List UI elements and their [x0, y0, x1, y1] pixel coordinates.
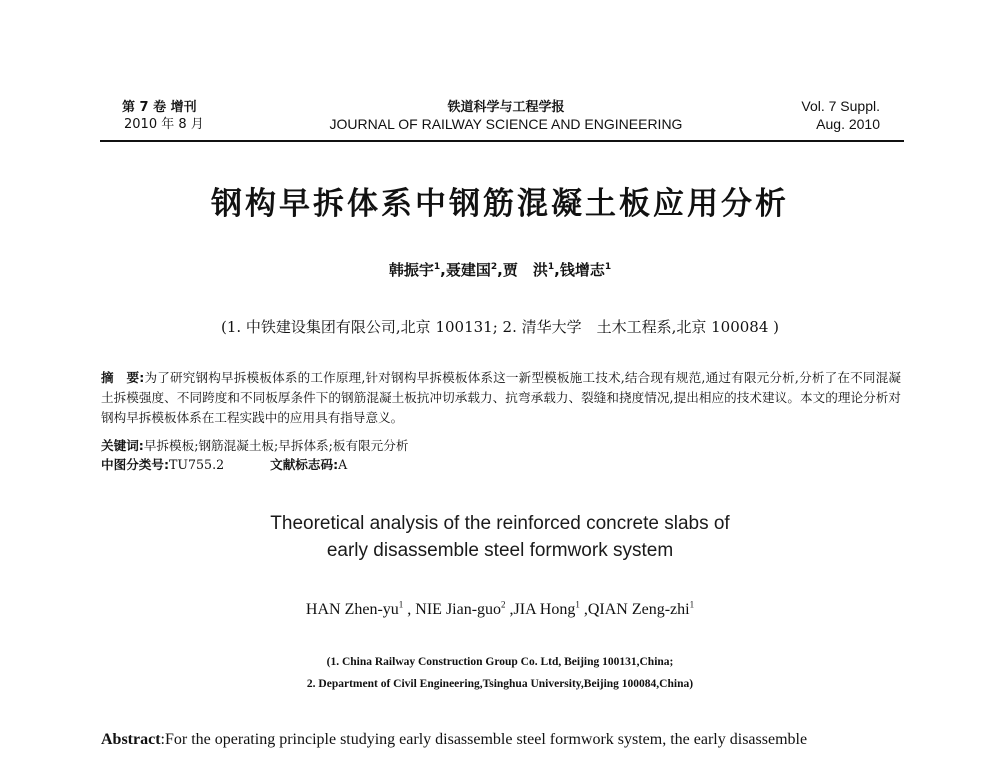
title-en-line: Theoretical analysis of the reinforced concrete slabs of [270, 513, 730, 534]
classification-cn [101, 456, 901, 474]
keywords-cn-text: 早拆模板;钢筋混凝土板;早拆体系;板有限元分析 [143, 438, 409, 453]
author-en-separator: , [403, 601, 416, 618]
title-en-line: early disassemble steel formwork system [326, 540, 674, 561]
author-cn-affiliation: 2 [490, 262, 498, 272]
abstract-en-label: Abstract [101, 731, 161, 748]
keywords-cn-label: 关键词: [101, 438, 144, 453]
abstract-cn-label: 摘 要: [101, 370, 145, 385]
author-cn-name: 贾 洪 [502, 261, 548, 279]
classification-value: TU755.2 [169, 457, 225, 472]
author-en-name: HAN Zhen-yu [305, 601, 399, 618]
authors-cn [100, 260, 900, 280]
authors-en [100, 600, 900, 620]
author-en-affiliation: 1 [398, 599, 404, 610]
header-rule [100, 140, 904, 142]
header-center [300, 99, 712, 133]
affiliation-en-line: 2. Department of Civil Engineering,Tsinghua University,Beijing 100084,China) [306, 678, 694, 690]
document-code-value: A [338, 457, 348, 472]
abstract-cn-text: 为了研究钢构早拆模板体系的工作原理,针对钢构早拆模板体系这一新型模板施工技术,结合现有规范,通过有限元分析,分析了在不同混凝土拆模强度、不同跨度和不同板厚条件下的钢筋混凝土板抗冲切承载力、抗弯承载力、裂缝和挠度情况,提出相应的技术建议。本文的理论分析对钢构早拆模板体系在工程实践中的应用具有指导意义。 [101, 370, 901, 425]
date-cn: 2010 年 8 月 [124, 117, 204, 132]
author-cn-name: 聂建国 [445, 261, 491, 279]
abstract-en-colon: : [160, 731, 165, 748]
author-cn-name: 钱增志 [559, 261, 605, 279]
author-cn-affiliation: 1 [433, 262, 441, 272]
abstract-cn [101, 368, 901, 428]
journal-name-cn: 铁道科学与工程学报 [447, 100, 565, 115]
classification-label: 中图分类号: [101, 457, 170, 472]
header-right [760, 97, 880, 133]
date-en: Aug. 2010 [816, 116, 880, 132]
author-cn-name: 韩振宇 [388, 261, 434, 279]
affiliations-cn: (1. 中铁建设集团有限公司,北京 100131; 2. 清华大学 土木工程系,北京 100084 ) [220, 318, 780, 336]
author-cn-separator: , [554, 261, 560, 279]
document-code [270, 456, 347, 474]
document-code-label: 文献标志码: [270, 457, 339, 472]
author-cn-separator: , [440, 261, 446, 279]
author-en-name: JIA Hong [513, 601, 576, 618]
affiliation-en-line: (1. China Railway Construction Group Co. Ltd, Beijing 100131,China; [326, 656, 674, 668]
author-cn-separator: , [497, 261, 503, 279]
author-en-name: QIAN Zeng-zhi [587, 601, 690, 618]
author-en-affiliation: 1 [575, 599, 580, 610]
author-en-separator: , [505, 601, 514, 618]
author-en-affiliation: 2 [501, 599, 506, 610]
header-left [122, 99, 242, 133]
author-cn-affiliation: 1 [547, 262, 555, 272]
title-cn: 钢构早拆体系中钢筋混凝土板应用分析 [211, 186, 789, 222]
abstract-en [101, 727, 893, 753]
journal-name-en: JOURNAL OF RAILWAY SCIENCE AND ENGINEERING [329, 116, 683, 132]
abstract-en-text: For the operating principle studying early disassemble steel formwork system, the early disassemble [165, 731, 808, 748]
affiliations-en [100, 651, 900, 695]
keywords-cn [101, 437, 901, 455]
volume-en: Vol. 7 Suppl. [801, 98, 880, 114]
author-cn-affiliation: 1 [604, 262, 612, 272]
author-en-separator: , [579, 601, 588, 618]
volume-issue-cn: 第 7 卷 增刊 [122, 100, 197, 115]
title-en [100, 510, 900, 564]
author-en-affiliation: 1 [689, 599, 695, 610]
author-en-name: NIE Jian-guo [415, 601, 502, 618]
